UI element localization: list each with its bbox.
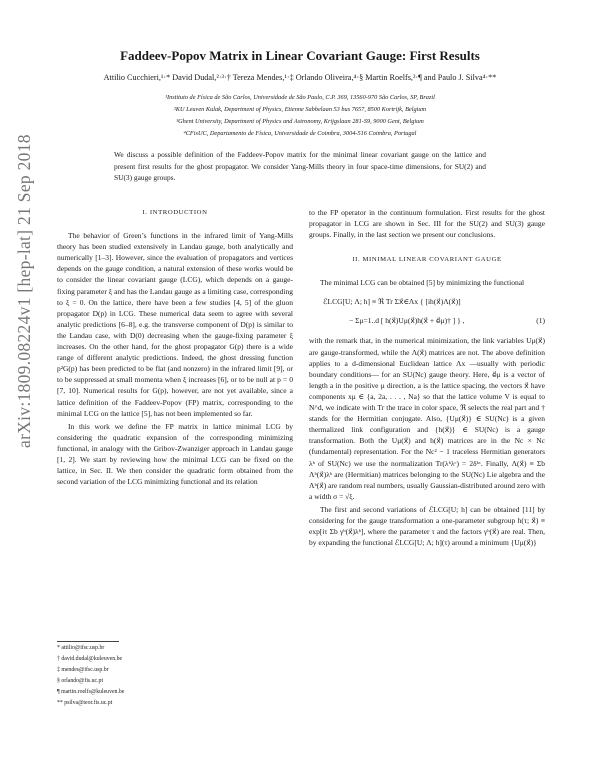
abstract: We discuss a possible definition of the Faddeev-Popov matrix for the minimal linear covariant gauge on the lattice and present first results for the ghost propagator. We consider Yang-Mills theory in four space-time dimensions, for SU(2) and SU(3) gauge groups.: [114, 150, 486, 182]
equation-1-lhs: ℰLCG[U; Λ; h] ≡ ℜ Tr Σx⃗∈Λx { [ih(x⃗)Λ(x⃗)]: [323, 297, 461, 307]
footnote-3: ‡ mendes@ifsc.usp.br: [57, 667, 109, 673]
affiliation-1: ¹Instituto de Física de São Carlos, Universidade de São Paulo, C.P. 369, 13560-970 São Carlos, SP, Brazil: [165, 94, 435, 101]
equation-1-number: (1): [536, 316, 545, 326]
equation-1-line-1: [309, 296, 545, 310]
right-column: [309, 207, 545, 548]
affiliation-3: ³Ghent University, Department of Physics and Astronomy, Krijgslaan 281-S9, 9000 Gent, Belgium: [176, 118, 424, 125]
paper-title: Faddeev-Popov Matrix in Linear Covariant Gauge: First Results: [120, 48, 480, 63]
author-list: Attilio Cucchieri,¹·* David Dudal,²·³·† Tereza Mendes,¹·‡ Orlando Oliveira,⁴·§ Martin Roelfs,²·¶ and Paulo J. Silva⁴·**: [103, 73, 497, 82]
footnote-4: § orlando@fis.uc.pt: [57, 678, 104, 684]
section-heading-introduction: I. INTRODUCTION: [142, 209, 208, 216]
intro-paragraph-continued: to the FP operator in the continuum formulation. First results for the ghost propagator in LCG are shown in Sec. III for the SU(2) and SU(3) gauge groups. Finally, in the last section we present our conclusions.: [309, 208, 545, 240]
lcg-paragraph-3: The first and second variations of ℰLCG[U; h] can be obtained [11] by considering for the gauge transformation a one-parameter subgroup h(τ; x⃗) ≡ exp[iτ Σb γᵇ(x⃗)λᵇ], where the parameter τ and the factors γᵇ(x⃗) are real. Then, by expanding the functional ℰLCG[U; Λ; h](τ) around a minimum {Uμ(x⃗)}: [309, 504, 545, 548]
affiliation-4: ⁴CFisUC, Departamento de Física, Universidade de Coimbra, 3004-516 Coimbra, Portugal: [183, 130, 417, 137]
footnote-5: ¶ martin.roelfs@kuleuven.be: [57, 689, 125, 695]
footnote-1: * attilio@ifsc.usp.br: [57, 645, 105, 651]
arxiv-id: arXiv:1809.08224v1 [hep-lat] 21 Sep 2018: [14, 134, 34, 448]
equation-1-line-2: [309, 315, 545, 329]
footnote-6: ** psilva@teor.fis.uc.pt: [57, 700, 113, 706]
left-column: [57, 207, 293, 487]
intro-paragraph-2: In this work we define the FP matrix in lattice minimal LCG by considering the quadratic expansion of the corresponding minimizing functional, in analogy with the Gribov-Zwanziger approach in Landau gauge [1, 2]. We start by reviewing how the minimal LCG can be fixed on the lattice, in Sec. II. We then consider the quadratic form obtained from the second variation of the LCG minimizing functional and its relation: [57, 421, 293, 487]
affiliation-2: ²KU Leuven Kulak, Department of Physics, Etienne Sabbelaan 53 bus 7657, 8500 Kortrijk, Belgium: [173, 106, 427, 113]
lcg-paragraph-1: The minimal LCG can be obtained [5] by minimizing the functional: [320, 278, 525, 288]
equation-1-rhs: − Σμ=1..d [ h(x⃗)Uμ(x⃗)h(x⃗ + e⃗μ)† ] } ,: [349, 316, 465, 326]
section-heading-minimal-lcg: II. MINIMAL LINEAR COVARIANT GAUGE: [352, 256, 502, 264]
intro-paragraph-1: The behavior of Green’s functions in the infrared limit of Yang-Mills theory has been studied extensively in Landau gauge, both analytically and numerically [1–3]. However, since the evaluation of propagators and vertices depends on the gauge condition, a natural extension of these works would be to consider the linear covariant gauge (LCG), which depends on a gauge-fixing parameter ξ and has the Landau gauge as a limiting case, corresponding to ξ = 0. On the lattice, there have been a few studies [4, 5] of the gluon propagator D(p) in LCG. These numerical data seem to agree with several analytic predictions [6–8], e.g. the transverse component of D(p) is similar to the Landau case, with D(0) decreasing when the gauge-fixing parameter ξ increases. On the other hand, for the ghost propagator G(p) there is a wide range of different analytic predictions. Indeed, the ghost dressing function p²G(p) has been predicted to be flat (and nonzero) in the infrared limit [9], or to be suppressed at small momenta when ξ increases [6], or to be null at p = 0 [7, 10]. Numerical results for G(p), however, are not yet available, since a lattice definition of the Faddeev-Popov (FP) matrix, corresponding to the minimal LCG on the lattice [5], has not been implemented so far.: [57, 231, 293, 418]
footnote-rule: [57, 641, 119, 642]
footnote-2: † david.dudal@kuleuven.be: [57, 656, 123, 662]
arxiv-stamp: [14, 134, 38, 472]
lcg-paragraph-2: with the remark that, in the numerical minimization, the link variables Uμ(x⃗) are gauge-transformed, while the Λ(x⃗) matrices are not. The above definition applies to a d-dimensional Euclidean lattice Λx —usually with periodic boundary conditions— for an SU(Nc) gauge theory. Here, e⃗μ is a vector of length a in the positive μ direction, a is the lattice spacing, the vectors x⃗ have components xμ ∈ {a, 2a, . . . , Na} so that the lattice volume V is equal to N^d, we indicate with Tr the trace in color space, ℜ selects the real part and † stands for the Hermitian conjugate. Also, {Uμ(x⃗)} ∈ SU(Nc) is a given thermalized link configuration and {h(x⃗)} ∈ SU(Nc) is a gauge transformation. Both the Uμ(x⃗) and h(x⃗) matrices are in the Nc × Nc (fundamental) representation. For the Nc² − 1 traceless Hermitian generators λᵇ of SU(Nc) we use the normalization Tr(λᵇλᶜ) = 2δᵇᶜ. Finally, Λ(x⃗) ≡ Σb Λᵇ(x⃗)λᵇ are (Hermitian) matrices belonging to the SU(Nc) Lie algebra and the Λᵇ(x⃗) are random real numbers, usually Gaussian-distributed around zero with a width σ = √ξ.: [309, 336, 545, 501]
